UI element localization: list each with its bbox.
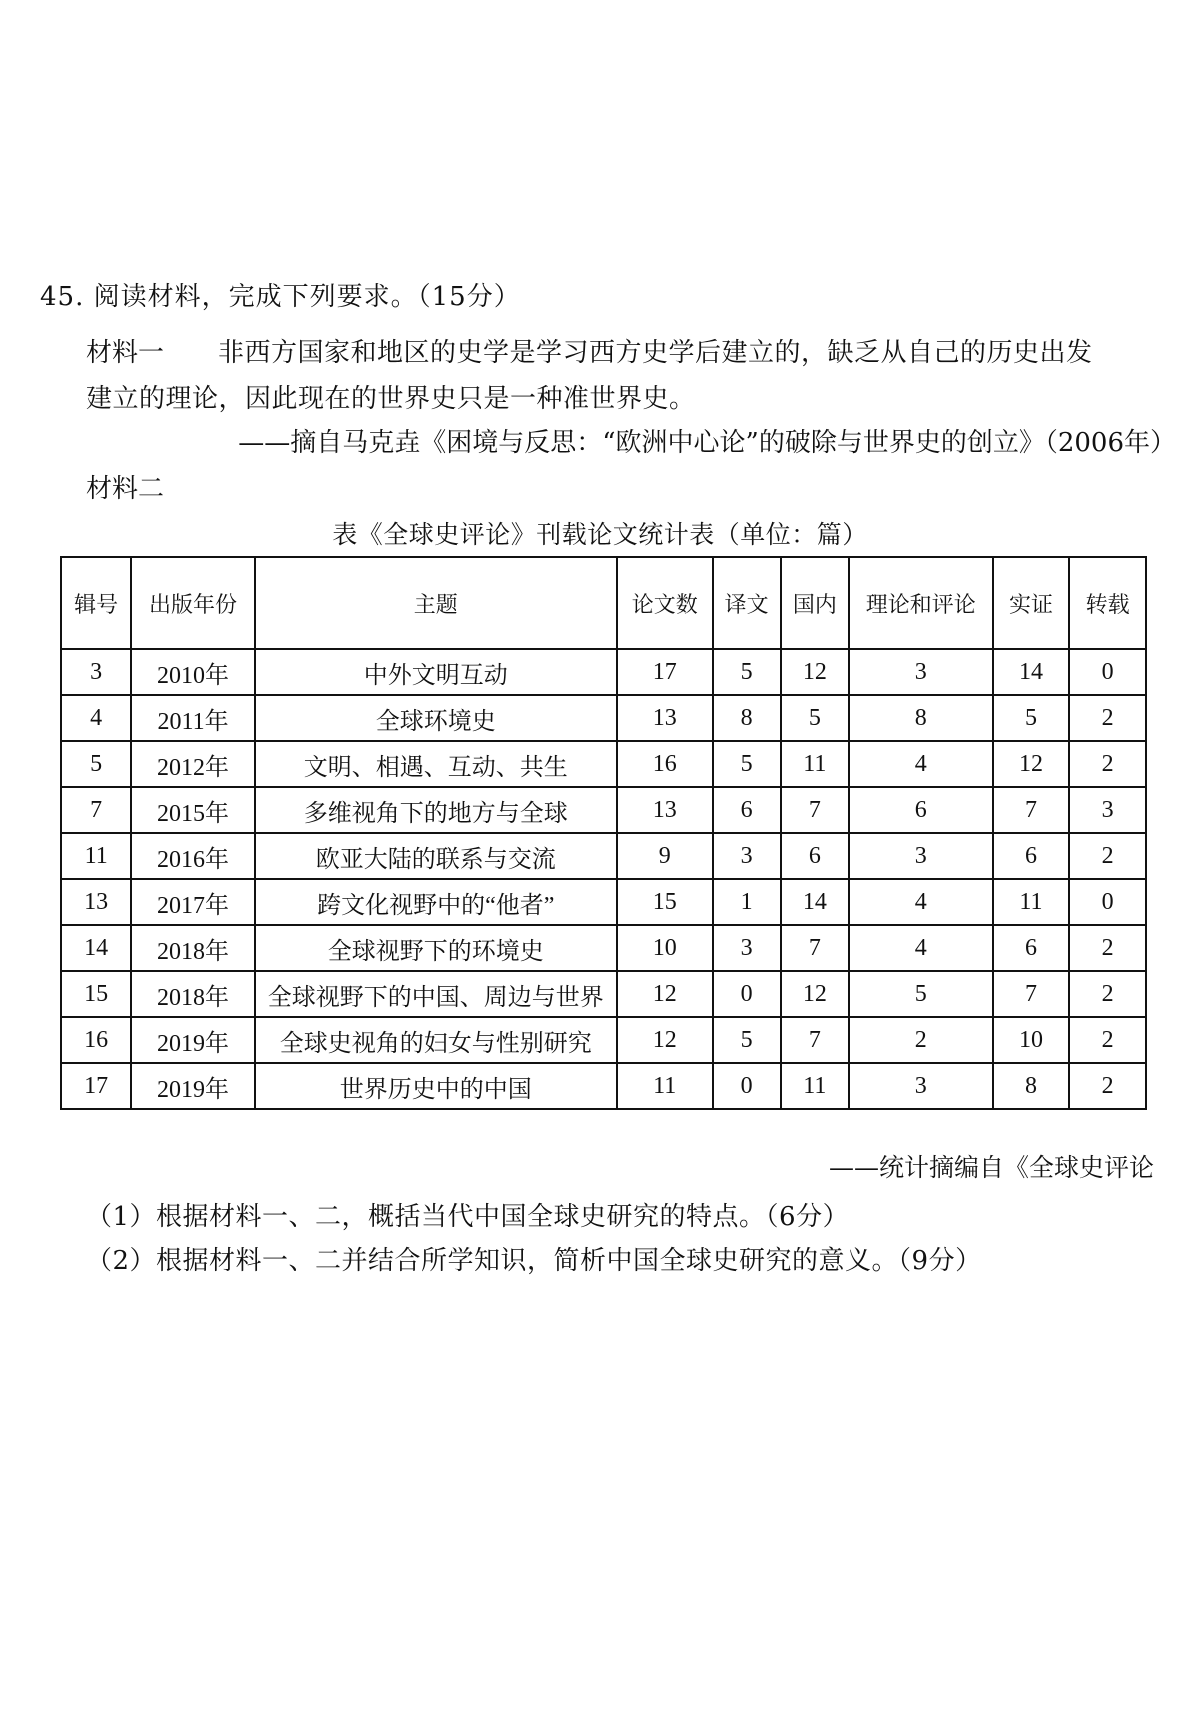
table-cell: 2012年 <box>131 741 255 787</box>
table-cell: 2018年 <box>131 925 255 971</box>
table-cell: 7 <box>61 787 131 833</box>
table-cell: 5 <box>61 741 131 787</box>
material-one-label: 材料一 <box>86 338 165 368</box>
material-one-source: ——摘自马克垚《困境与反思：“欧洲中心论”的破除与世界史的创立》（2006年） <box>238 428 1176 458</box>
material-two-label: 材料二 <box>86 474 165 504</box>
table-cell: 2 <box>1069 695 1146 741</box>
table-cell: 0 <box>713 971 781 1017</box>
table-row <box>61 925 1146 971</box>
table-row <box>61 1063 1146 1109</box>
question-title: 45. 阅读材料，完成下列要求。（15分） <box>40 282 521 312</box>
table-cell: 6 <box>993 833 1070 879</box>
table-cell: 14 <box>993 649 1070 695</box>
table-cell: 世界历史中的中国 <box>255 1063 617 1109</box>
table-cell: 0 <box>1069 879 1146 925</box>
header-cell: 实证 <box>993 557 1070 649</box>
table-cell: 2016年 <box>131 833 255 879</box>
table-cell: 3 <box>713 833 781 879</box>
table-cell: 12 <box>617 971 713 1017</box>
task-two: （2）根据材料一、二并结合所学知识，简析中国全球史研究的意义。（9分） <box>86 1246 982 1276</box>
table-cell: 16 <box>61 1017 131 1063</box>
header-cell: 转载 <box>1069 557 1146 649</box>
table-cell: 12 <box>781 971 849 1017</box>
table-cell: 11 <box>61 833 131 879</box>
table-cell: 7 <box>993 971 1070 1017</box>
header-cell: 论文数 <box>617 557 713 649</box>
table-cell: 2017年 <box>131 879 255 925</box>
table-cell: 14 <box>61 925 131 971</box>
table-cell: 12 <box>993 741 1070 787</box>
table-source-note: ——统计摘编自《全球史评论 <box>828 1153 1154 1182</box>
statistics-table <box>60 556 1147 1110</box>
table-cell: 17 <box>61 1063 131 1109</box>
table-cell: 1 <box>713 879 781 925</box>
table-cell: 2 <box>849 1017 993 1063</box>
table-cell: 8 <box>993 1063 1070 1109</box>
table-cell: 3 <box>849 649 993 695</box>
table-cell: 6 <box>781 833 849 879</box>
table-cell: 5 <box>781 695 849 741</box>
table-caption: 表《全球史评论》刊载论文统计表（单位：篇） <box>332 520 868 549</box>
table-cell: 2 <box>1069 833 1146 879</box>
table-cell: 3 <box>61 649 131 695</box>
table-cell: 9 <box>617 833 713 879</box>
material-one-text-line1: 非西方国家和地区的史学是学习西方史学后建立的，缺乏从自己的历史出发 <box>218 338 1093 368</box>
table-cell: 11 <box>781 741 849 787</box>
table-cell: 2 <box>1069 741 1146 787</box>
table-cell: 12 <box>617 1017 713 1063</box>
table-cell: 5 <box>713 1017 781 1063</box>
table-cell: 15 <box>61 971 131 1017</box>
table-cell: 2010年 <box>131 649 255 695</box>
table-cell: 多维视角下的地方与全球 <box>255 787 617 833</box>
table-row <box>61 787 1146 833</box>
table-cell: 11 <box>781 1063 849 1109</box>
table-cell: 6 <box>713 787 781 833</box>
table-cell: 15 <box>617 879 713 925</box>
table-cell: 8 <box>849 695 993 741</box>
table-cell: 2011年 <box>131 695 255 741</box>
header-cell: 出版年份 <box>131 557 255 649</box>
table-row <box>61 741 1146 787</box>
table-cell: 2019年 <box>131 1017 255 1063</box>
table-cell: 3 <box>713 925 781 971</box>
table-cell: 2018年 <box>131 971 255 1017</box>
table-cell: 12 <box>781 649 849 695</box>
table-cell: 8 <box>713 695 781 741</box>
table-cell: 3 <box>849 833 993 879</box>
table-cell: 5 <box>713 649 781 695</box>
table-cell: 中外文明互动 <box>255 649 617 695</box>
header-cell: 主题 <box>255 557 617 649</box>
table-row <box>61 833 1146 879</box>
table-cell: 13 <box>617 695 713 741</box>
table-cell: 4 <box>849 741 993 787</box>
table-cell: 跨文化视野中的“他者” <box>255 879 617 925</box>
table-cell: 7 <box>781 925 849 971</box>
table-cell: 欧亚大陆的联系与交流 <box>255 833 617 879</box>
table-cell: 11 <box>993 879 1070 925</box>
header-cell: 辑号 <box>61 557 131 649</box>
table-cell: 16 <box>617 741 713 787</box>
table-cell: 2015年 <box>131 787 255 833</box>
table-cell: 4 <box>849 925 993 971</box>
table-cell: 文明、相遇、互动、共生 <box>255 741 617 787</box>
task-one: （1）根据材料一、二，概括当代中国全球史研究的特点。（6分） <box>86 1202 850 1232</box>
table-cell: 2 <box>1069 925 1146 971</box>
table-cell: 7 <box>993 787 1070 833</box>
table-cell: 2 <box>1069 1017 1146 1063</box>
table-cell: 全球视野下的环境史 <box>255 925 617 971</box>
table-header-row <box>61 557 1146 649</box>
table-cell: 0 <box>1069 649 1146 695</box>
table-row <box>61 649 1146 695</box>
table-cell: 4 <box>61 695 131 741</box>
table-cell: 全球环境史 <box>255 695 617 741</box>
table-cell: 2 <box>1069 971 1146 1017</box>
material-one-text-line2: 建立的理论，因此现在的世界史只是一种准世界史。 <box>86 384 696 414</box>
table-row <box>61 971 1146 1017</box>
table-row <box>61 695 1146 741</box>
header-cell: 理论和评论 <box>849 557 993 649</box>
table-cell: 5 <box>713 741 781 787</box>
table-cell: 5 <box>993 695 1070 741</box>
table-cell: 5 <box>849 971 993 1017</box>
table-cell: 6 <box>993 925 1070 971</box>
table-cell: 17 <box>617 649 713 695</box>
table-cell: 0 <box>713 1063 781 1109</box>
table-cell: 4 <box>849 879 993 925</box>
table-cell: 全球史视角的妇女与性别研究 <box>255 1017 617 1063</box>
table-cell: 3 <box>849 1063 993 1109</box>
header-cell: 译文 <box>713 557 781 649</box>
table-cell: 10 <box>617 925 713 971</box>
table-cell: 13 <box>617 787 713 833</box>
table-cell: 14 <box>781 879 849 925</box>
table-cell: 2019年 <box>131 1063 255 1109</box>
table-row <box>61 879 1146 925</box>
table-row <box>61 1017 1146 1063</box>
table-cell: 10 <box>993 1017 1070 1063</box>
table-cell: 全球视野下的中国、周边与世界 <box>255 971 617 1017</box>
table-cell: 13 <box>61 879 131 925</box>
table-cell: 6 <box>849 787 993 833</box>
header-cell: 国内 <box>781 557 849 649</box>
table-cell: 11 <box>617 1063 713 1109</box>
table-cell: 7 <box>781 1017 849 1063</box>
table-cell: 3 <box>1069 787 1146 833</box>
table-cell: 2 <box>1069 1063 1146 1109</box>
table-cell: 7 <box>781 787 849 833</box>
